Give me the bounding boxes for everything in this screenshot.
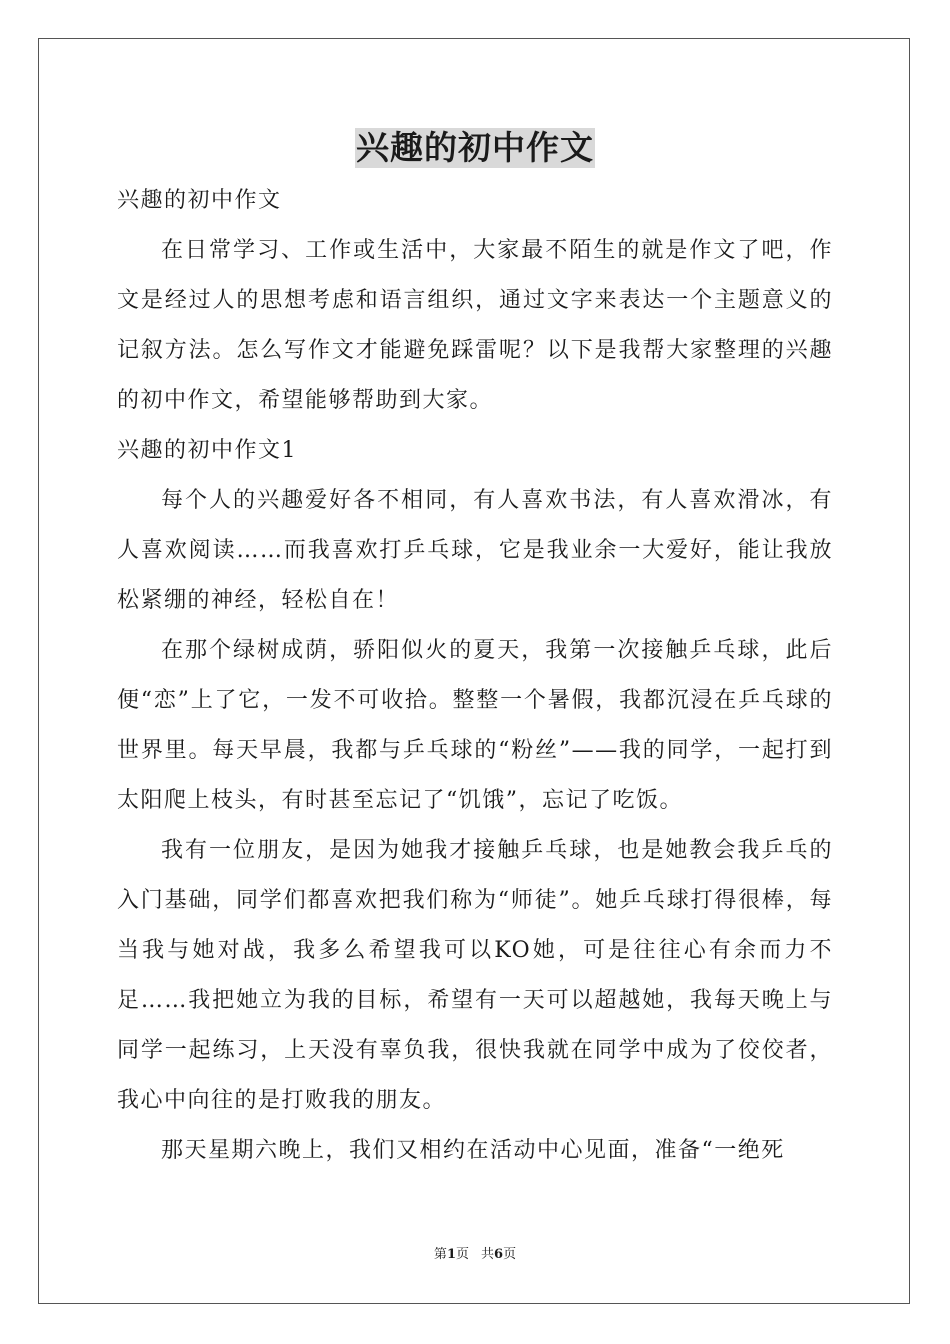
footer-page-total: 6 bbox=[494, 1247, 504, 1262]
footer-total-prefix: 共 bbox=[481, 1247, 495, 1262]
footer-total-unit: 页 bbox=[503, 1247, 517, 1262]
subtitle-line: 兴趣的初中作文 bbox=[117, 188, 282, 213]
footer-page-prefix: 第 bbox=[433, 1247, 447, 1262]
footer-page-unit: 页 bbox=[455, 1247, 469, 1262]
body-paragraph: 每个人的兴趣爱好各不相同，有人喜欢书法，有人喜欢滑冰，有人喜欢阅读……而我喜欢打乒乓球，它是我业余一大爱好，能让我放松紧绷的神经，轻松自在！ bbox=[117, 488, 833, 613]
document-title: 兴趣的初中作文 bbox=[356, 128, 594, 167]
body-paragraph: 那天星期六晚上，我们又相约在活动中心见面，准备“一绝死 bbox=[161, 1138, 785, 1163]
footer-page-current: 1 bbox=[446, 1247, 456, 1262]
title-container bbox=[0, 128, 950, 168]
intro-paragraph: 在日常学习、工作或生活中，大家最不陌生的就是作文了吧，作文是经过人的思想考虑和语言组织，通过文字来表达一个主题意义的记叙方法。怎么写作文才能避免踩雷呢？以下是我帮大家整理的兴趣的初中作文，希望能够帮助到大家。 bbox=[117, 238, 833, 413]
page-footer bbox=[0, 1246, 950, 1264]
body-paragraph: 我有一位朋友，是因为她我才接触乒乓球，也是她教会我乒乓的入门基础，同学们都喜欢把我们称为“师徒”。她乒乓球打得很棒，每当我与她对战，我多么希望我可以KO她，可是往往心有余而力不足……我把她立为我的目标，希望有一天可以超越她，我每天晚上与同学一起练习，上天没有辜负我，很快我就在同学中成为了佼佼者，我心中向往的是打败我的朋友。 bbox=[117, 838, 833, 1113]
body-paragraph: 在那个绿树成荫，骄阳似火的夏天，我第一次接触乒乓球，此后便“恋”上了它，一发不可收拾。整整一个暑假，我都沉浸在乒乓球的世界里。每天早晨，我都与乒乓球的“粉丝”——我的同学，一起打到太阳爬上枝头，有时甚至忘记了“饥饿”，忘记了吃饭。 bbox=[117, 638, 833, 813]
section-heading: 兴趣的初中作文1 bbox=[117, 438, 297, 463]
document-body bbox=[117, 176, 833, 1176]
